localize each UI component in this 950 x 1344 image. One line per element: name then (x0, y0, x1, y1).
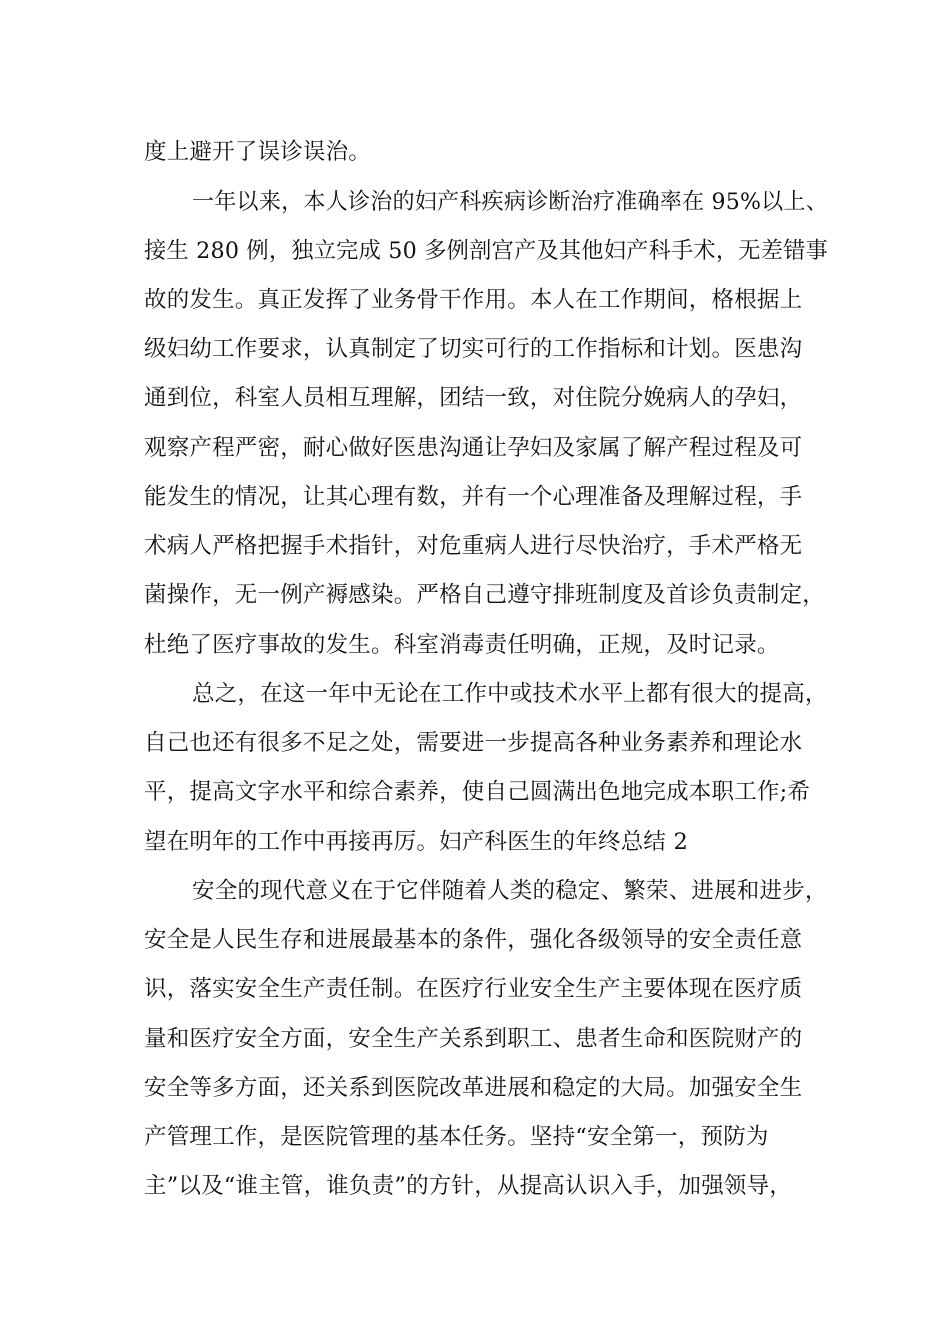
text-line-content: 度上避开了误诊误治。 (144, 139, 372, 165)
text-line (0, 1023, 950, 1055)
text-line (0, 284, 950, 316)
text-line-content: 量和医疗安全方面，安全生产关系到职工、患者生命和医院财产的 (144, 1026, 803, 1052)
text-line (0, 481, 950, 513)
text-line (0, 235, 950, 267)
text-line-content: 安全是人民生存和进展最基本的条件，强化各级领导的安全责任意 (144, 927, 803, 953)
paragraph-first-line (0, 186, 950, 218)
text-line-content: 安全的现代意义在于它伴随着人类的稳定、繁荣、进展和进步， (192, 878, 828, 904)
text-line-content: 识，落实安全生产责任制。在医疗行业安全生产主要体现在医疗质 (144, 976, 803, 1002)
text-line (0, 333, 950, 365)
text-line-content: 产管理工作，是医院管理的基本任务。坚持“安全第一，预防为 (144, 1124, 769, 1150)
text-line-content: 级妇幼工作要求，认真制定了切实可行的工作指标和计划。医患沟 (144, 336, 803, 362)
text-line-content: 杜绝了医疗事故的发生。科室消毒责任明确，正规，及时记录。 (144, 632, 780, 658)
text-line (0, 629, 950, 661)
text-line-content: 观察产程严密，耐心做好医患沟通让孕妇及家属了解产程过程及可 (144, 435, 803, 461)
text-line (0, 727, 950, 759)
text-line-content: 望在明年的工作中再接再厉。妇产科医生的年终总结 2 (144, 829, 688, 855)
text-line (0, 382, 950, 414)
text-line (0, 826, 950, 858)
text-line (0, 530, 950, 562)
text-line (0, 579, 950, 611)
text-line-content: 自己也还有很多不足之处，需要进一步提高各种业务素养和理论水 (144, 730, 803, 756)
text-line-content: 故的发生。真正发挥了业务骨干作用。本人在工作期间，格根据上 (144, 287, 803, 313)
text-line (0, 136, 950, 168)
text-line (0, 973, 950, 1005)
text-line (0, 432, 950, 464)
text-line (0, 1072, 950, 1104)
text-line (0, 924, 950, 956)
text-line (0, 776, 950, 808)
text-line-content: 能发生的情况，让其心理有数，并有一个心理准备及理解过程，手 (144, 484, 803, 510)
text-line-content: 通到位，科室人员相互理解，团结一致，对住院分娩病人的孕妇， (144, 385, 803, 411)
text-line-content: 总之，在这一年中无论在工作中或技术水平上都有很大的提高， (192, 681, 828, 707)
paragraph-first-line (0, 875, 950, 907)
text-line-content: 一年以来，本人诊治的妇产科疾病诊断治疗准确率在 95%以上、 (192, 189, 828, 215)
text-line-content: 平，提高文字水平和综合素养，使自己圆满出色地完成本职工作;希 (144, 779, 811, 805)
text-line-content: 菌操作，无一例产褥感染。严格自己遵守排班制度及首诊负责制定， (144, 582, 826, 608)
text-line-content: 接生 280 例，独立完成 50 多例剖宫产及其他妇产科手术，无差错事 (144, 238, 829, 264)
text-line-content: 术病人严格把握手术指针，对危重病人进行尽快治疗，手术严格无 (144, 533, 803, 559)
text-line (0, 1121, 950, 1153)
text-line-content: 安全等多方面，还关系到医院改革进展和稳定的大局。加强安全生 (144, 1075, 803, 1101)
text-line-content: 主”以及“谁主管，谁负责”的方针，从提高认识入手，加强领导， (144, 1173, 793, 1199)
paragraph-first-line (0, 678, 950, 710)
text-line (0, 1170, 950, 1202)
